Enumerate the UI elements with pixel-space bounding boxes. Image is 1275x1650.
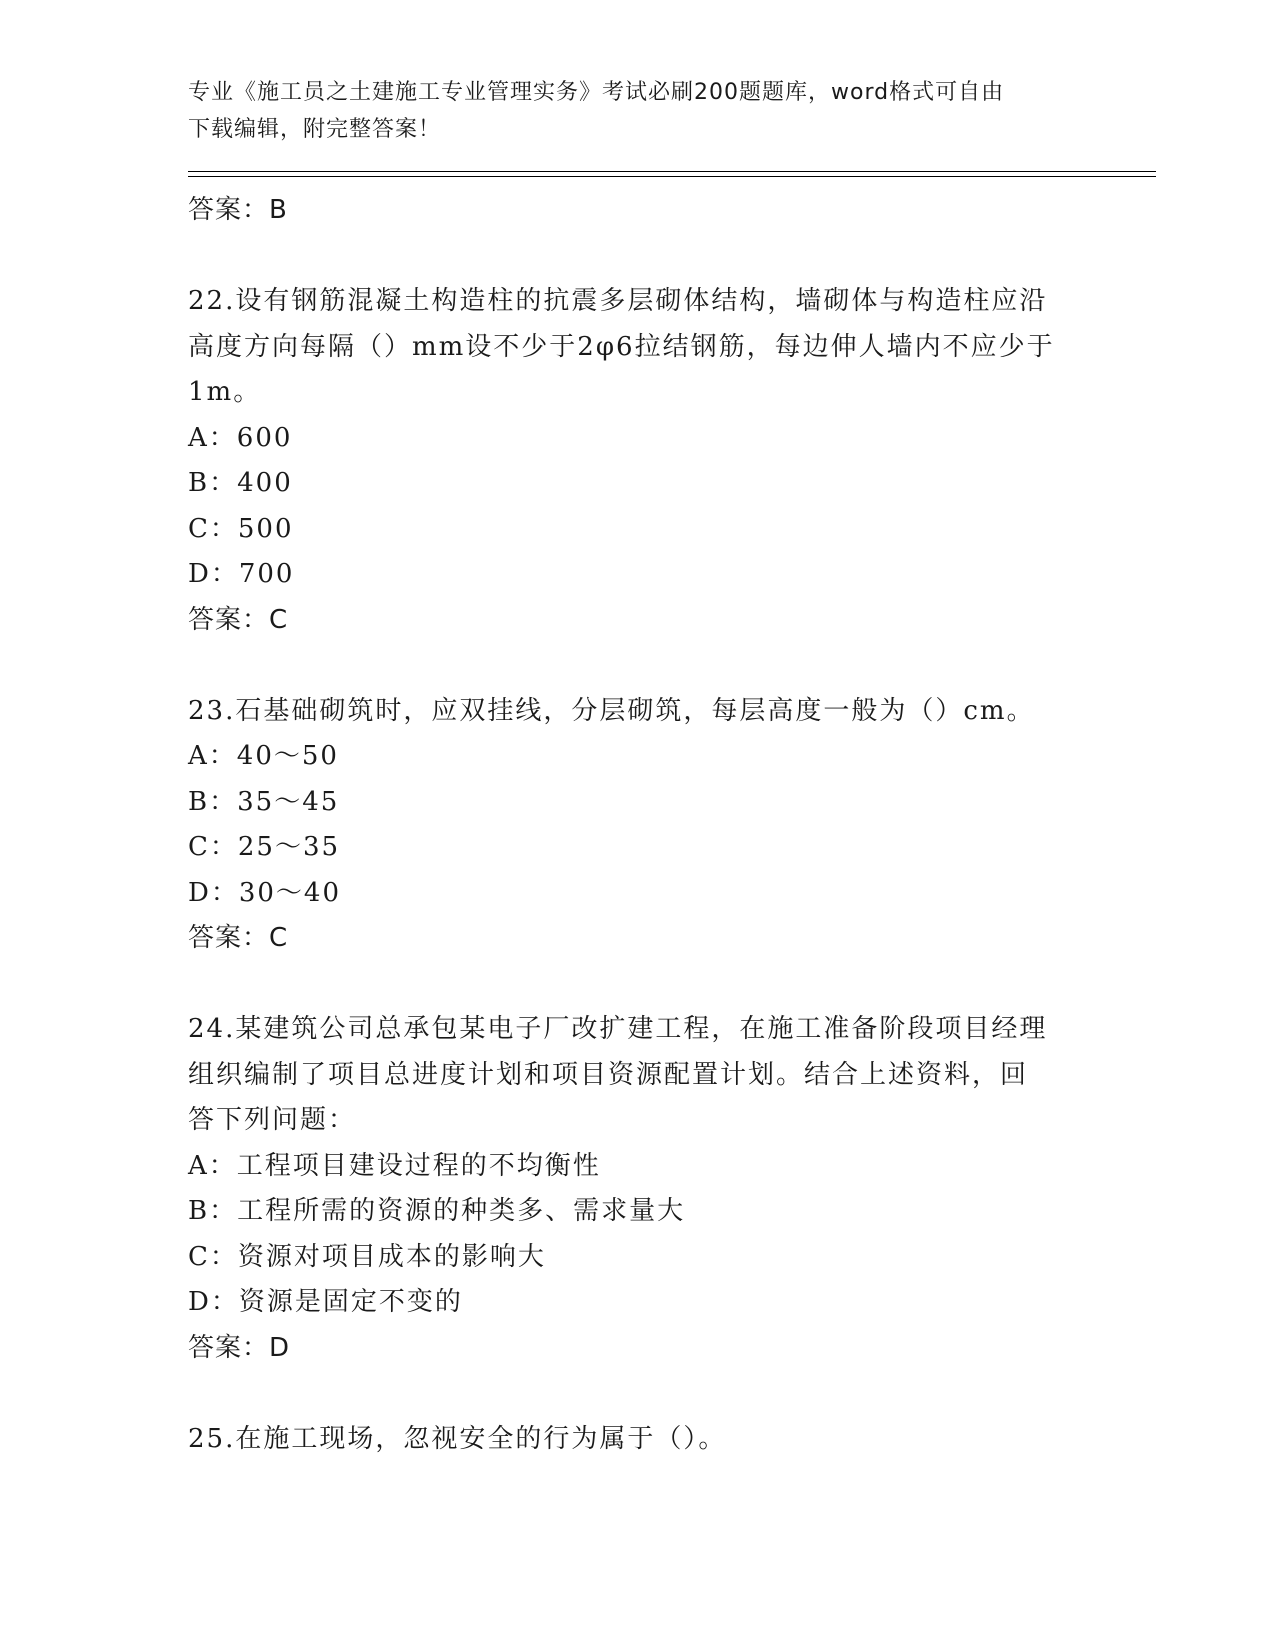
option-d: D：700 [188,559,295,589]
answer-line: 答案：C [188,923,289,953]
answer-line: 答案：C [188,604,289,635]
header-line: 下载编辑，附完整答案！ [188,117,442,142]
question-24 [188,1007,1088,1371]
question-text: 25.在施工现场，忽视安全的行为属于（）。 [188,1423,727,1454]
option-c: C：资源对项目成本的影响大 [188,1241,546,1272]
question-text: 24.某建筑公司总承包某电子厂改扩建工程，在施工准备阶段项目经理 [188,1014,1048,1044]
option-c: C：25～35 [188,832,341,862]
question-text: 23.石基础砌筑时，应双挂线，分层砌筑，每层高度一般为（）cm。 [188,695,1035,726]
question-content [188,188,1088,1462]
spacer [188,234,1088,280]
question-text: 组织编制了项目总进度计划和项目资源配置计划。结合上述资料，回 [188,1059,1029,1090]
spacer [188,962,1088,1008]
option-d: D：资源是固定不变的 [188,1287,463,1317]
option-a: A：600 [188,422,293,453]
spacer [188,643,1088,689]
option-a: A：40～50 [188,741,339,771]
question-text: 22.设有钢筋混凝土构造柱的抗震多层砌体结构，墙砌体与构造柱应沿 [188,286,1048,316]
option-d: D：30～40 [188,877,342,908]
option-a: A：工程项目建设过程的不均衡性 [188,1150,601,1181]
question-23 [188,689,1088,962]
option-c: C：500 [188,513,294,544]
answer-line: 答案：B [188,195,288,225]
answer-line: 答案：D [188,1332,291,1363]
option-b: B：工程所需的资源的种类多、需求量大 [188,1196,686,1226]
spacer [188,1371,1088,1417]
question-text: 高度方向每隔（）mm设不少于2φ6拉结钢筋，每边伸人墙内不应少于 [188,331,1055,362]
question-25 [188,1417,1088,1463]
header-rule-bottom [188,176,1156,177]
header-line: 专业《施工员之土建施工专业管理实务》考试必刷200题题库，word格式可自由 [188,80,1005,105]
header-rule-top [188,171,1156,172]
option-b: B：400 [188,468,293,498]
question-text: 答下列问题： [188,1105,357,1135]
question-22 [188,279,1088,643]
option-b: B：35～45 [188,786,340,817]
document-header [188,74,1068,148]
question-text: 1m。 [188,377,262,407]
